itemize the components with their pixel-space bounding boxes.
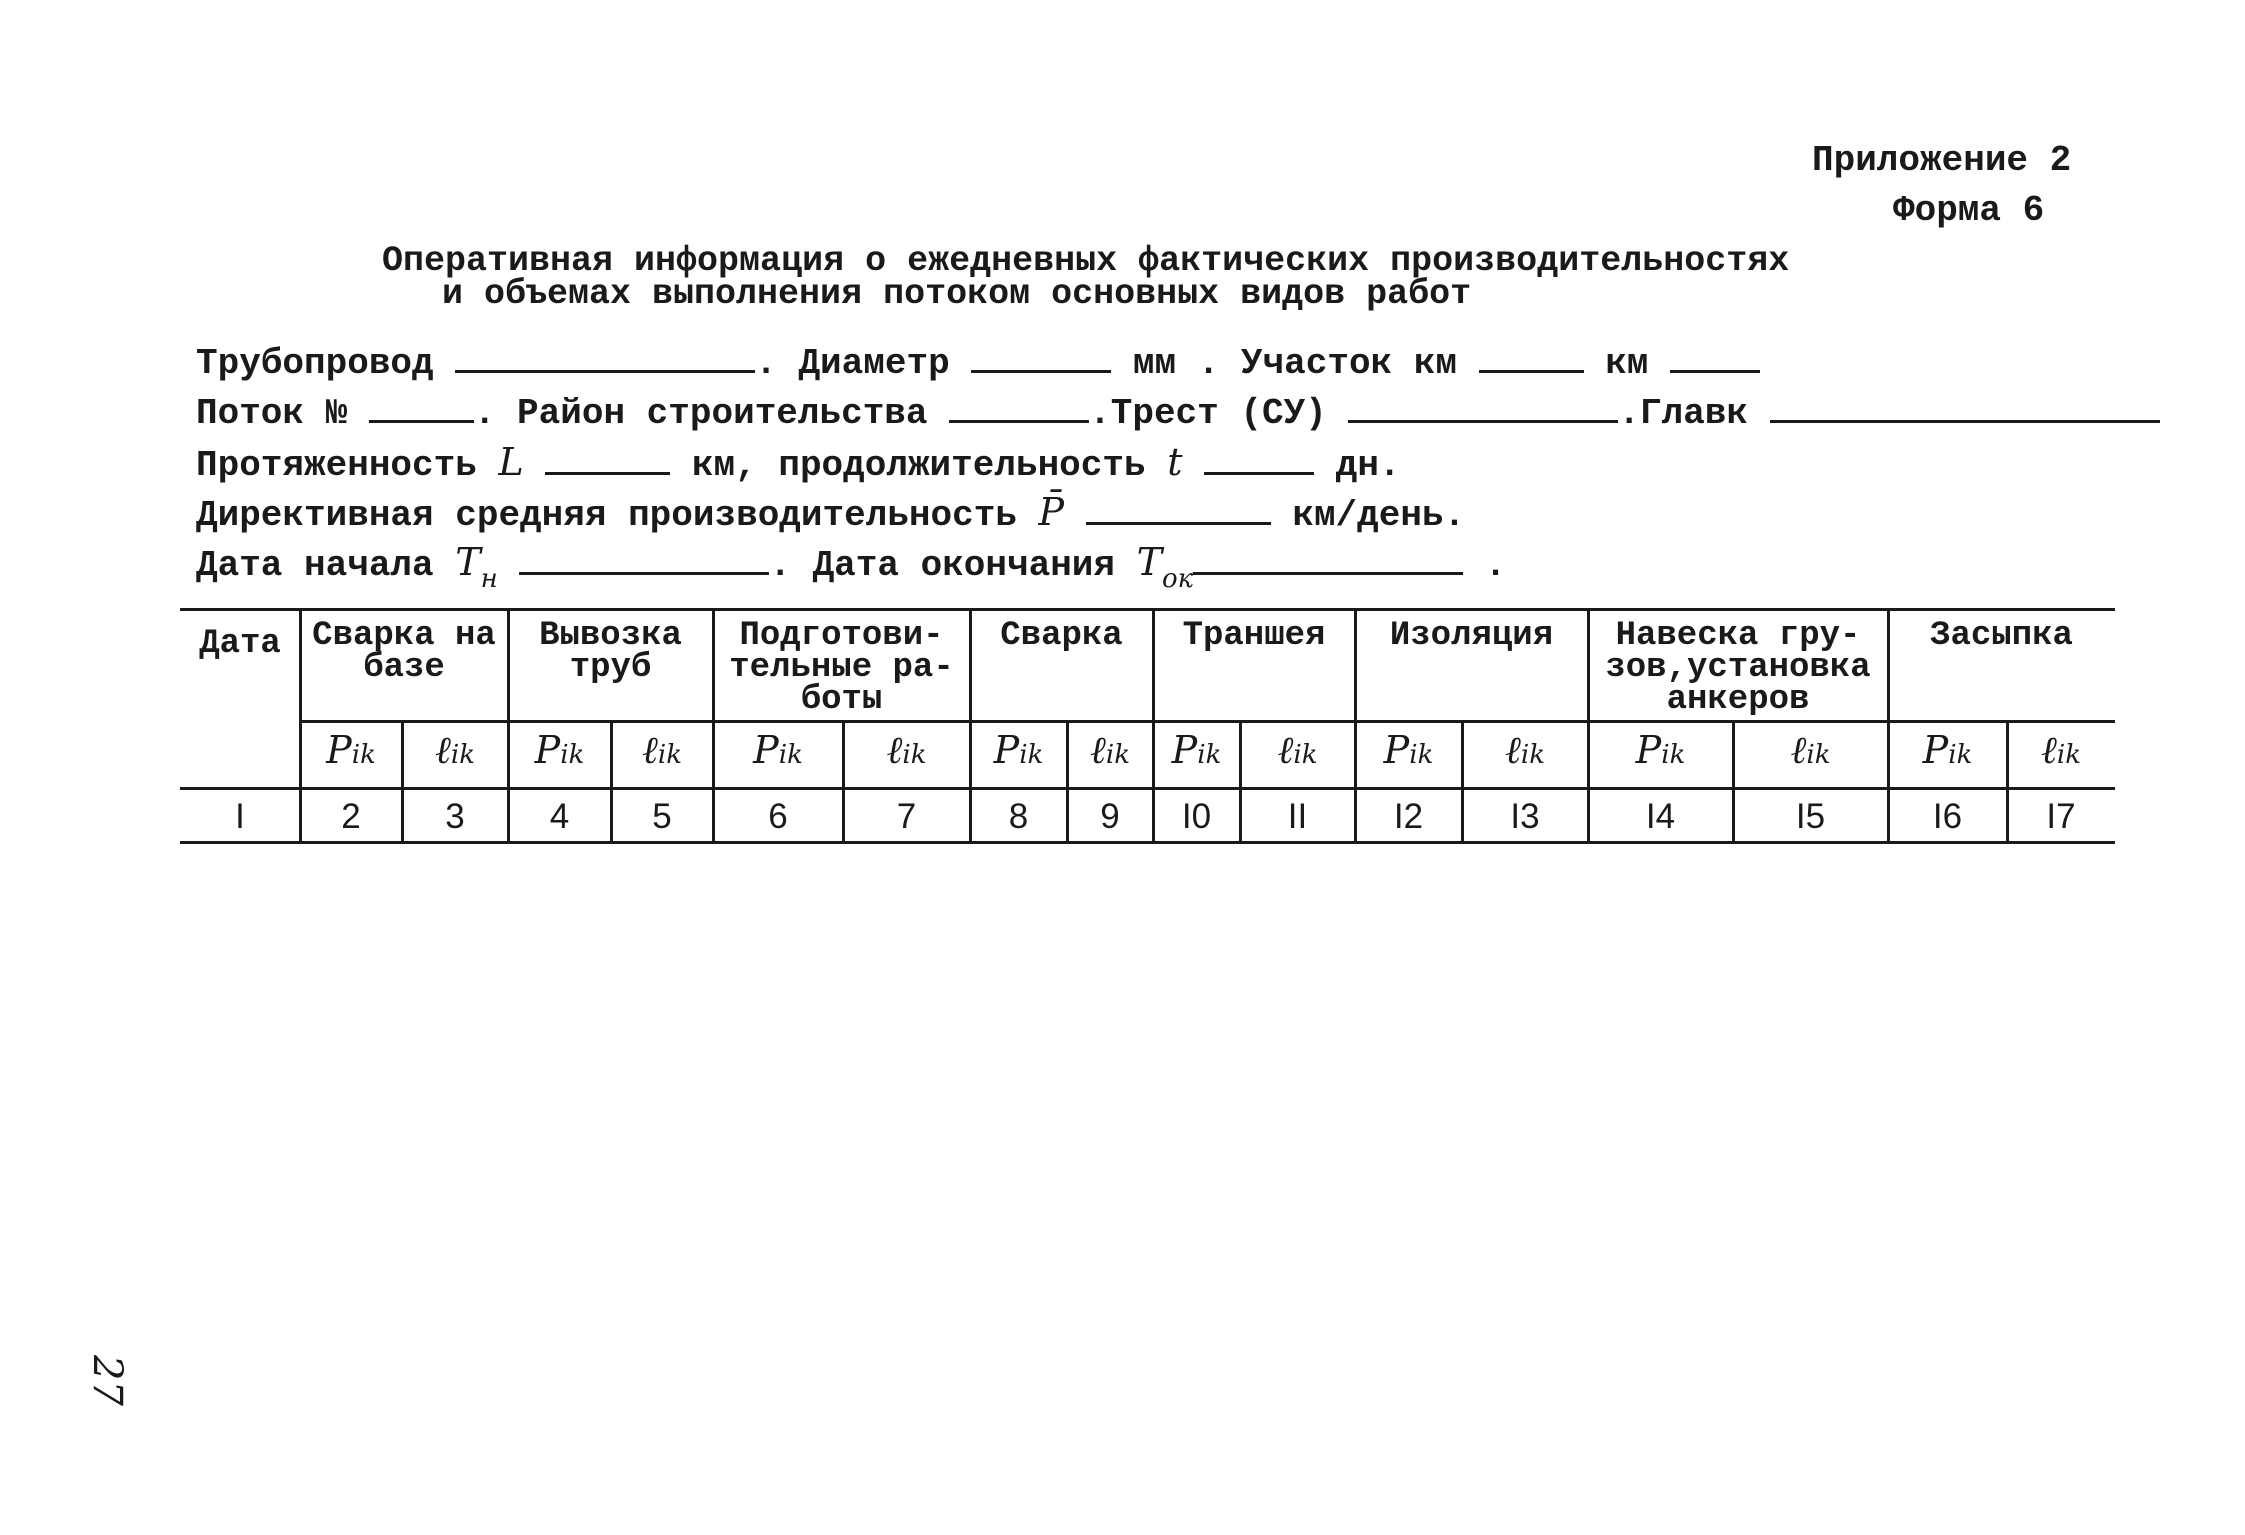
group-header-2	[512, 617, 709, 687]
table-subheader-rule	[300, 720, 2115, 723]
section-label: мм . Участок км	[1132, 343, 1457, 384]
group-header-line: зов,установка	[1605, 649, 1871, 687]
subheader-index: ik	[778, 740, 803, 770]
column-number: 3	[445, 797, 465, 836]
form-line-5	[196, 540, 1506, 594]
group-header-line: Подготови-	[739, 617, 944, 655]
volume-subheader	[611, 728, 713, 773]
productivity-subheader	[1355, 728, 1462, 772]
group-header-line: анкеров	[1666, 681, 1810, 719]
diameter-label: . Диаметр	[755, 343, 950, 384]
duration-field[interactable]	[1204, 442, 1314, 475]
table-header-bottom-rule	[180, 787, 2115, 790]
end-symbol: $T_{ок}$	[1136, 540, 1194, 594]
column-number: 6	[768, 797, 788, 836]
column-number: I4	[1645, 797, 1676, 836]
title-line-1: Оперативная информация о ежедневных фактических производительностях	[382, 241, 1790, 281]
form-label: Форма 6	[1893, 190, 2045, 231]
section-from-field[interactable]	[1479, 340, 1584, 373]
column-number: I2	[1393, 797, 1424, 836]
subheader-symbol: ℓ	[886, 728, 903, 772]
productivity-subheader	[713, 728, 843, 772]
form-line-4	[196, 490, 1465, 536]
form-table	[180, 608, 2115, 844]
form-line-3	[196, 440, 1401, 486]
diameter-field[interactable]	[971, 340, 1111, 373]
productivity-subheader	[508, 728, 611, 772]
column-number: 4	[549, 797, 570, 836]
column-number: 2	[341, 797, 361, 836]
directive-label: Директивная средняя производительность	[196, 495, 1017, 536]
group-header-4	[974, 617, 1149, 655]
pipeline-field[interactable]	[455, 340, 755, 373]
duration-label: км, продолжительность	[691, 445, 1146, 486]
length-symbol: L	[498, 440, 524, 484]
column-number: I	[235, 797, 245, 836]
column-number: I6	[1932, 797, 1963, 836]
volume-subheader	[1462, 728, 1588, 773]
group-header-line: боты	[800, 681, 883, 719]
stream-label: Поток №	[196, 393, 348, 434]
group-header-line: Траншея	[1182, 617, 1326, 655]
subheader-index: ik	[1520, 740, 1545, 770]
volume-subheader	[2007, 728, 2115, 773]
section-to-field[interactable]	[1670, 340, 1760, 373]
end-date-field[interactable]	[1193, 542, 1463, 575]
productivity-subheader	[1888, 728, 2007, 772]
subheader-index: ik	[1105, 740, 1130, 770]
productivity-subheader	[1588, 728, 1733, 772]
group-header-line: Вывозка	[539, 617, 682, 655]
subheader-index: ik	[1409, 740, 1434, 770]
productivity-subheader	[970, 728, 1067, 772]
trust-field[interactable]	[1348, 390, 1618, 423]
column-number: 7	[896, 797, 917, 836]
table-bottom-rule	[180, 841, 2115, 844]
subheader-symbol: ℓ	[1790, 728, 1807, 772]
column-number: 8	[1008, 797, 1029, 836]
volume-subheader	[1067, 728, 1153, 773]
group-header-line: Изоляция	[1389, 617, 1554, 655]
volume-subheader	[1240, 728, 1355, 773]
stream-field[interactable]	[369, 390, 474, 423]
subheader-index: ik	[1661, 740, 1686, 770]
subheader-index: ik	[902, 740, 927, 770]
subheader-index: ik	[351, 740, 376, 770]
subheader-index: ik	[1806, 740, 1831, 770]
subheader-symbol: P	[753, 728, 779, 772]
start-date-label: Дата начала	[196, 545, 434, 586]
group-header-1	[304, 617, 504, 687]
start-symbol: $T_н$	[455, 540, 498, 594]
subheader-symbol: P	[1171, 728, 1198, 772]
km-per-day-label: км/день.	[1292, 495, 1466, 536]
productivity-subheader	[1153, 728, 1240, 772]
pipeline-label: Трубопровод	[196, 343, 434, 384]
subheader-symbol: P	[326, 728, 352, 772]
group-header-6	[1359, 617, 1584, 655]
group-header-7	[1592, 617, 1884, 719]
group-header-5	[1157, 617, 1351, 655]
group-header-line: базе	[363, 649, 445, 687]
column-number: II	[1287, 797, 1308, 836]
productivity-subheader	[300, 728, 402, 772]
subheader-symbol: ℓ	[1505, 728, 1521, 772]
appendix-label: Приложение 2	[1812, 140, 2072, 181]
group-header-8	[1892, 617, 2111, 655]
title-line-2: и объемах выполнения потоком основных видов работ	[442, 274, 1472, 314]
subheader-index: ik	[450, 740, 475, 770]
volume-subheader	[843, 728, 970, 773]
subheader-symbol: P	[1383, 728, 1410, 772]
length-field[interactable]	[545, 442, 670, 475]
group-header-line: Засыпка	[1930, 617, 2073, 655]
region-field[interactable]	[949, 390, 1089, 423]
column-number: 5	[652, 797, 672, 836]
subheader-index: ik	[2056, 740, 2081, 770]
subheader-symbol: P	[1635, 728, 1662, 772]
subheader-symbol: ℓ	[1090, 728, 1106, 772]
subheader-symbol: P	[534, 728, 561, 772]
group-header-line: труб	[569, 649, 652, 687]
table-top-rule	[180, 608, 2115, 611]
subheader-index: ik	[1293, 740, 1318, 770]
region-label: . Район строительства	[473, 393, 928, 434]
page-number: 27	[84, 1355, 130, 1406]
column-number: I3	[1510, 797, 1540, 836]
subheader-index: ik	[1019, 740, 1044, 770]
group-header-line: Сварка	[1000, 617, 1123, 655]
glavk-field[interactable]	[1770, 390, 2160, 423]
form-line-2	[196, 390, 2160, 434]
days-label: дн.	[1335, 445, 1401, 486]
subheader-symbol: P	[993, 728, 1020, 772]
subheader-symbol: ℓ	[642, 728, 658, 772]
subheader-symbol: ℓ	[435, 728, 451, 772]
subheader-index: ik	[560, 740, 585, 770]
group-header-3	[717, 617, 966, 719]
column-number: I7	[2046, 797, 2076, 836]
glavk-label: .Главк	[1618, 393, 1749, 434]
subheader-symbol: ℓ	[2041, 728, 2057, 772]
column-number: I0	[1181, 797, 1212, 836]
subheader-index: ik	[1197, 740, 1222, 770]
duration-symbol: t	[1167, 440, 1183, 484]
trust-label: .Трест (СУ)	[1089, 393, 1327, 434]
length-label: Протяженность	[196, 445, 477, 486]
end-date-label: . Дата окончания	[769, 545, 1116, 586]
column-number: I5	[1795, 797, 1826, 836]
directive-symbol: P̄	[1038, 490, 1065, 534]
subheader-symbol: ℓ	[1277, 728, 1294, 772]
volume-subheader	[1733, 728, 1888, 773]
group-header-line: Навеска гру-	[1615, 617, 1861, 655]
start-date-field[interactable]	[519, 542, 769, 575]
subheader-index: ik	[657, 740, 682, 770]
directive-field[interactable]	[1086, 492, 1271, 525]
group-header-line: тельные ра-	[729, 649, 954, 687]
form-line-1	[196, 340, 1760, 384]
end-dot: .	[1484, 545, 1507, 586]
subheader-index: ik	[1948, 740, 1973, 770]
column-number: 9	[1100, 797, 1120, 836]
date-column-header: Дата	[199, 625, 281, 663]
volume-subheader	[402, 728, 508, 773]
subheader-symbol: P	[1922, 728, 1949, 772]
km-label: км	[1605, 343, 1649, 384]
group-header-line: Сварка на	[312, 617, 496, 655]
